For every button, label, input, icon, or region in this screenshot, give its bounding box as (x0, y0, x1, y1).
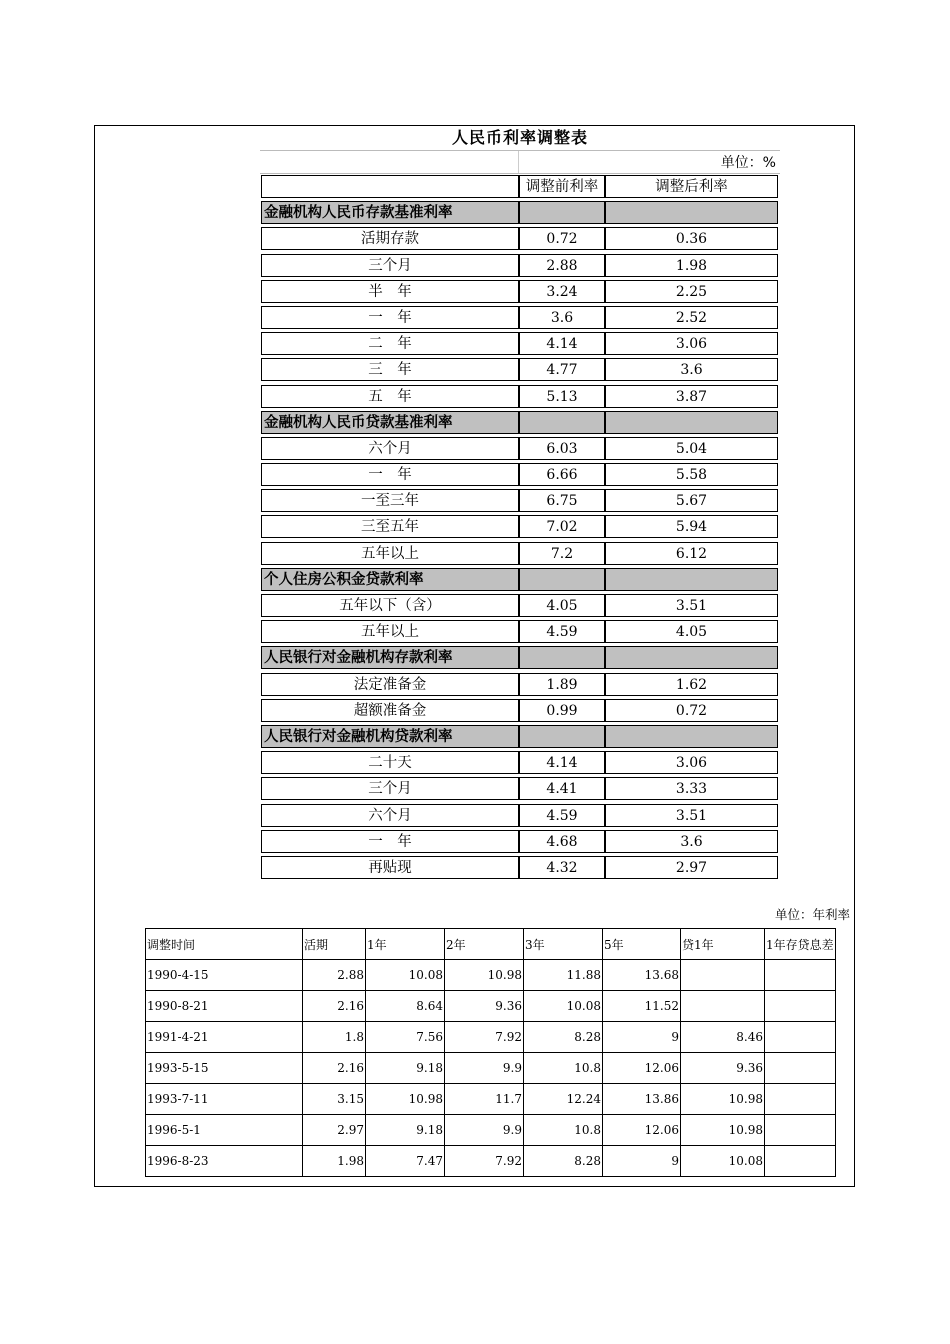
date-cell: 1996-5-1 (146, 1115, 303, 1146)
rate-cell (681, 991, 765, 1022)
date-cell: 1993-7-11 (146, 1084, 303, 1115)
row-after-rate: 6.12 (605, 542, 778, 565)
row-after-rate: 5.04 (605, 437, 778, 460)
rate-cell: 7.56 (366, 1022, 445, 1053)
row-label: 三个月 (261, 777, 519, 800)
header-row (146, 929, 836, 960)
header-cell: 调整时间 (146, 929, 303, 960)
row-before-rate: 4.41 (519, 777, 605, 800)
table-row (260, 357, 780, 383)
rate-cell: 2.16 (303, 991, 366, 1022)
row-label: 金融机构人民币存款基准利率 (261, 201, 519, 224)
row-after-rate: 2.25 (605, 280, 778, 303)
date-cell: 1990-4-15 (146, 960, 303, 991)
row-label: 五 年 (261, 385, 519, 408)
header-cell-before: 调整前利率 (519, 175, 605, 198)
row-label: 一 年 (261, 830, 519, 853)
row-label: 个人住房公积金贷款利率 (261, 568, 519, 591)
table-row (260, 619, 780, 645)
row-after-rate (605, 725, 778, 748)
table-row (260, 436, 780, 462)
row-label: 六个月 (261, 804, 519, 827)
date-cell: 1996-8-23 (146, 1146, 303, 1177)
table-row (260, 593, 780, 619)
table-row (260, 672, 780, 698)
rate-cell: 2.97 (303, 1115, 366, 1146)
row-before-rate: 6.75 (519, 489, 605, 512)
rate-cell (765, 1022, 836, 1053)
date-cell: 1991-4-21 (146, 1022, 303, 1053)
section-row (260, 410, 780, 436)
row-label: 半 年 (261, 280, 519, 303)
row-before-rate (519, 568, 605, 591)
row-after-rate: 5.58 (605, 463, 778, 486)
table-row (260, 698, 780, 724)
row-before-rate: 6.03 (519, 437, 605, 460)
row-before-rate: 3.6 (519, 306, 605, 329)
rate-cell: 10.98 (366, 1084, 445, 1115)
table-title: 人民币利率调整表 (260, 126, 780, 151)
row-after-rate: 3.6 (605, 830, 778, 853)
rate-cell: 8.28 (524, 1022, 603, 1053)
header-cell: 3年 (524, 929, 603, 960)
row-before-rate: 0.99 (519, 699, 605, 722)
row-before-rate: 0.72 (519, 227, 605, 250)
row-before-rate: 7.02 (519, 515, 605, 538)
table-row (260, 488, 780, 514)
rate-cell: 10.08 (366, 960, 445, 991)
rate-cell: 2.88 (303, 960, 366, 991)
row-before-rate (519, 646, 605, 669)
row-label: 法定准备金 (261, 673, 519, 696)
row-before-rate: 4.59 (519, 620, 605, 643)
row-after-rate: 3.06 (605, 332, 778, 355)
rate-cell (765, 1115, 836, 1146)
table-row (260, 305, 780, 331)
table-row (260, 750, 780, 776)
rate-cell (765, 1084, 836, 1115)
row-after-rate: 2.97 (605, 856, 778, 879)
rate-cell: 9.36 (681, 1053, 765, 1084)
rate-cell (765, 991, 836, 1022)
rate-cell: 10.08 (681, 1146, 765, 1177)
row-label: 人民银行对金融机构存款利率 (261, 646, 519, 669)
table-row (260, 253, 780, 279)
table-row (146, 1022, 836, 1053)
rate-cell: 10.08 (524, 991, 603, 1022)
row-label: 一至三年 (261, 489, 519, 512)
rate-cell: 8.46 (681, 1022, 765, 1053)
header-cell: 1年存贷息差 (765, 929, 836, 960)
row-label: 金融机构人民币贷款基准利率 (261, 411, 519, 434)
rate-cell: 7.92 (445, 1146, 524, 1177)
row-before-rate: 4.59 (519, 804, 605, 827)
table-row (260, 541, 780, 567)
row-before-rate: 4.14 (519, 332, 605, 355)
rate-cell: 8.64 (366, 991, 445, 1022)
row-after-rate (605, 568, 778, 591)
row-before-rate: 4.32 (519, 856, 605, 879)
row-before-rate: 4.14 (519, 751, 605, 774)
rate-cell (681, 960, 765, 991)
rate-cell: 12.06 (603, 1115, 681, 1146)
rate-cell: 12.06 (603, 1053, 681, 1084)
table-row (146, 1084, 836, 1115)
row-before-rate: 3.24 (519, 280, 605, 303)
table-row (146, 1115, 836, 1146)
row-after-rate: 3.6 (605, 358, 778, 381)
row-before-rate: 1.89 (519, 673, 605, 696)
row-after-rate: 2.52 (605, 306, 778, 329)
row-before-rate: 6.66 (519, 463, 605, 486)
row-after-rate: 4.05 (605, 620, 778, 643)
rate-cell: 2.16 (303, 1053, 366, 1084)
historical-rate-table (145, 928, 836, 1177)
table-row (260, 384, 780, 410)
row-after-rate: 3.51 (605, 804, 778, 827)
section-row (260, 567, 780, 593)
row-before-rate: 7.2 (519, 542, 605, 565)
header-cell: 2年 (445, 929, 524, 960)
row-label: 一 年 (261, 306, 519, 329)
row-after-rate (605, 646, 778, 669)
date-cell: 1990-8-21 (146, 991, 303, 1022)
rate-cell: 9 (603, 1146, 681, 1177)
row-after-rate (605, 201, 778, 224)
row-label: 一 年 (261, 463, 519, 486)
row-label: 三个月 (261, 254, 519, 277)
rate-cell: 10.98 (681, 1115, 765, 1146)
row-before-rate (519, 411, 605, 434)
header-cell: 贷1年 (681, 929, 765, 960)
rate-cell: 1.8 (303, 1022, 366, 1053)
rate-cell: 10.98 (681, 1084, 765, 1115)
table-row (146, 960, 836, 991)
rate-cell (765, 960, 836, 991)
row-after-rate: 3.06 (605, 751, 778, 774)
unit-label: 单位：% (720, 155, 776, 171)
rate-cell: 7.47 (366, 1146, 445, 1177)
header-cell: 5年 (603, 929, 681, 960)
row-label: 五年以下（含） (261, 594, 519, 617)
row-label: 活期存款 (261, 227, 519, 250)
table-row (260, 829, 780, 855)
rate-cell: 10.98 (445, 960, 524, 991)
rate-cell: 1.98 (303, 1146, 366, 1177)
row-label: 超额准备金 (261, 699, 519, 722)
rate-cell: 13.86 (603, 1084, 681, 1115)
table-row (260, 462, 780, 488)
rate-cell: 3.15 (303, 1084, 366, 1115)
row-after-rate: 5.94 (605, 515, 778, 538)
row-before-rate (519, 725, 605, 748)
rate-cell: 9.18 (366, 1115, 445, 1146)
row-before-rate: 4.77 (519, 358, 605, 381)
row-before-rate: 4.68 (519, 830, 605, 853)
table-row (260, 226, 780, 252)
rate-cell: 9.9 (445, 1115, 524, 1146)
rate-cell: 7.92 (445, 1022, 524, 1053)
table-row (260, 803, 780, 829)
header-cell: 1年 (366, 929, 445, 960)
row-label: 二十天 (261, 751, 519, 774)
row-label: 三 年 (261, 358, 519, 381)
table-row (260, 279, 780, 305)
row-label: 三至五年 (261, 515, 519, 538)
history-table-unit: 单位：年利率 (774, 907, 850, 922)
rate-cell: 9.9 (445, 1053, 524, 1084)
table-row (260, 855, 780, 881)
table-unit (260, 151, 780, 174)
table-row (146, 991, 836, 1022)
table-row (260, 776, 780, 802)
row-after-rate: 0.72 (605, 699, 778, 722)
row-after-rate: 3.51 (605, 594, 778, 617)
table-row (146, 1146, 836, 1177)
rate-cell: 9.18 (366, 1053, 445, 1084)
row-label: 五年以上 (261, 620, 519, 643)
row-label: 人民银行对金融机构贷款利率 (261, 725, 519, 748)
section-row (260, 200, 780, 226)
row-after-rate: 3.87 (605, 385, 778, 408)
table-row (260, 514, 780, 540)
row-label: 二 年 (261, 332, 519, 355)
rate-cell (765, 1146, 836, 1177)
section-row (260, 645, 780, 671)
table-row (260, 331, 780, 357)
rate-adjustment-table (260, 126, 780, 881)
row-before-rate: 2.88 (519, 254, 605, 277)
rate-cell: 11.52 (603, 991, 681, 1022)
row-before-rate (519, 201, 605, 224)
row-label: 六个月 (261, 437, 519, 460)
header-cell: 活期 (303, 929, 366, 960)
header-cell-label (261, 175, 519, 198)
row-after-rate: 3.33 (605, 777, 778, 800)
date-cell: 1993-5-15 (146, 1053, 303, 1084)
row-after-rate: 5.67 (605, 489, 778, 512)
table-row (146, 1053, 836, 1084)
rate-cell: 8.28 (524, 1146, 603, 1177)
header-row (260, 174, 780, 200)
row-label: 五年以上 (261, 542, 519, 565)
row-after-rate (605, 411, 778, 434)
rate-cell: 11.88 (524, 960, 603, 991)
rate-cell: 13.68 (603, 960, 681, 991)
row-after-rate: 0.36 (605, 227, 778, 250)
rate-cell: 10.8 (524, 1053, 603, 1084)
row-after-rate: 1.62 (605, 673, 778, 696)
row-before-rate: 4.05 (519, 594, 605, 617)
rate-cell: 9.36 (445, 991, 524, 1022)
row-before-rate: 5.13 (519, 385, 605, 408)
rate-cell: 12.24 (524, 1084, 603, 1115)
table-body (260, 174, 780, 881)
row-after-rate: 1.98 (605, 254, 778, 277)
section-row (260, 724, 780, 750)
rate-cell: 10.8 (524, 1115, 603, 1146)
header-cell-after: 调整后利率 (605, 175, 778, 198)
rate-cell: 9 (603, 1022, 681, 1053)
row-label: 再贴现 (261, 856, 519, 879)
rate-cell: 11.7 (445, 1084, 524, 1115)
rate-cell (765, 1053, 836, 1084)
